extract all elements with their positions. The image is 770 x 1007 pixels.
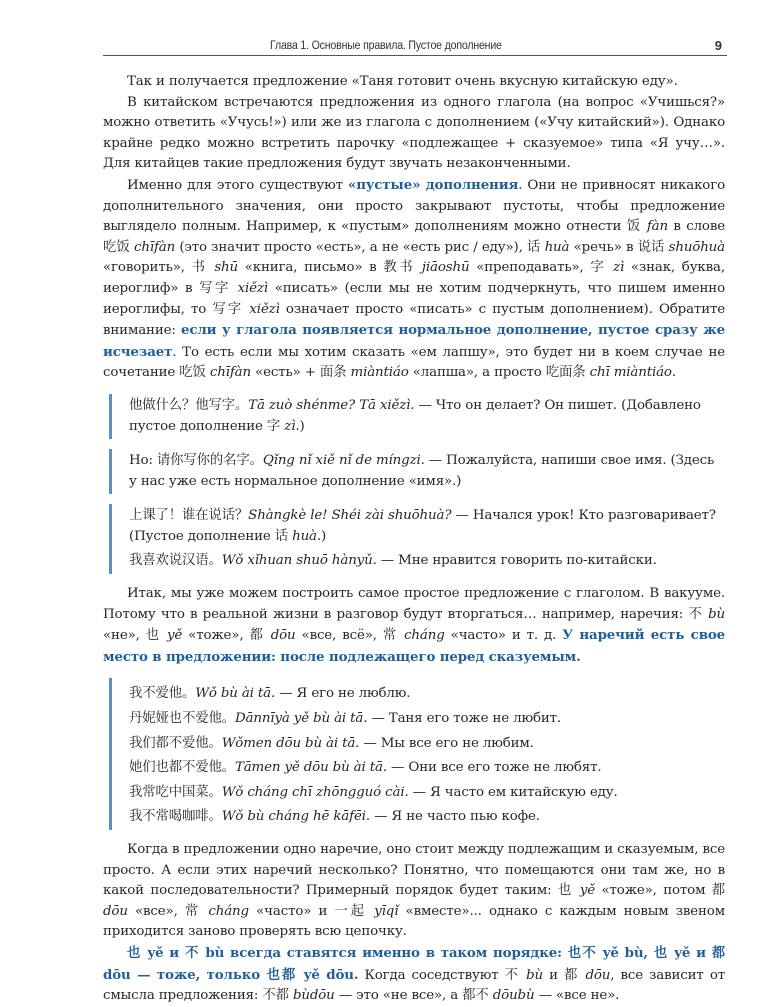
paragraph-2: В китайском встречаются предложения из одного глагола (на вопрос «Учишься?» можно ответить «Учусь!») или же из глагола с дополнением («Учу китайский»). Однако крайне редко можно встретить парочку «подлежащее + сказуемое» типа «Я учу…». Для китайцев такие предложения будут звучать незаконченными. [103, 94, 725, 172]
example-line: 上课了！谁在说话？Shàngkè le! Shéi zài shuōhuà? — Начался урок! Кто разговаривает? (Пустое дополнение 话 huà.) [129, 508, 716, 544]
example-block-1 [103, 394, 725, 439]
paragraph-3: Именно для этого существуют «пустые» дополнения. Они не привносят никакого дополнительного значения, они просто закрывают пустоты, чтобы предложение выглядело полным. Например, к «пустым» дополнениям можно отнести 饭 fàn в слове 吃饭 chīfàn (это значит просто «есть», а не «есть рис / еду»), 话 huà «речь» в 说话 shuōhuà «говорить», 书 shū «книга, письмо» в 教书 jiāoshū «преподавать», 字 zì «знак, буква, иероглиф» в 写字 xiězì «писать» (если мы не хотим подчеркнуть, что пишем именно иероглифы, то 写字 xiězì означает просто «писать» с пустым дополнением). Обратите внимание: если у глагола появляется нормальное дополнение, пустое сразу же исчезает. То есть если мы хотим сказать «ем лапшу», это будет ни в коем случае не сочетание 吃饭 chīfàn «есть» + 面条 miàntiáo «лапша», а просто 吃面条 chī miàntiáo. [103, 176, 726, 381]
page-body [103, 72, 725, 1007]
example-line: 丹妮娅也不爱他。Dānnīyà yě bù ài tā. — Таня его тоже не любит. [129, 711, 562, 727]
running-header [0, 0, 770, 62]
example-line: Но: 请你写你的名字。Qǐng nǐ xiě nǐ de míngzi. — Пожалуйста, напиши свое имя. (Здесь у нас уже есть нормальное дополнение «имя».) [129, 453, 715, 489]
highlight-rule: если у глагола появляется нормальное дополнение, пустое сразу же исчезает [103, 322, 725, 360]
example-block-3 [103, 504, 725, 574]
example-line: 我不常喝咖啡。Wǒ bù cháng hē kāfēi. — Я не часто пью кофе. [129, 809, 540, 825]
page-number: 9 [714, 38, 722, 53]
highlight-adverb-position: У наречий есть свое место в предложении: после подлежащего перед сказуемым. [103, 627, 725, 665]
paragraph-6: 也 yě и 不 bù всегда ставятся именно в таком порядке: 也不 yě bù, 也 yě и 都 dōu — тоже, только 也都 yě dōu. Когда соседствуют 不 bù и 都 dōu, все зависит от смысла предложения: 不都 bùdōu — это «не все», а 都不 dōubù — «все не». [103, 944, 725, 1004]
example-block-4 [103, 678, 725, 830]
highlight-empty-complements: «пустые» дополнения [347, 176, 519, 193]
paragraph-1: Так и получается предложение «Таня готовит очень вкусную китайскую еду». [127, 74, 678, 89]
highlight-order-rule: 也 yě и 不 bù всегда ставятся именно в таком порядке: 也不 yě bù, 也 yě и 都 dōu — тоже, только 也都 yě dōu. [103, 944, 725, 983]
chapter-title: Глава 1. Основные правила. Пустое дополнение [270, 40, 502, 52]
example-line: 她们也都不爱他。Tāmen yě dōu bù ài tā. — Они все его тоже не любят. [129, 760, 602, 776]
example-line: 他做什么？他写字。Tā zuò shénme? Tā xiězì. — Что он делает? Он пишет. (Добавлено пустое дополнение 字 zì.) [129, 397, 701, 434]
header-rule [103, 55, 727, 56]
example-line: 我不爱他。Wǒ bù ài tā. — Я его не люблю. [129, 686, 411, 702]
example-line: 我常吃中国菜。Wǒ cháng chī zhōngguó cài. — Я часто ем китайскую еду. [129, 784, 618, 800]
paragraph-4: Итак, мы уже можем построить самое простое предложение с глаголом. В вакууме. Потому что в реальной жизни в разговор будут вторгаться… например, наречия: 不 bù «не», 也 yě «тоже», 都 dōu «все, всё», 常 cháng «часто» и т. д. У наречий есть свое место в предложении: после подлежащего перед сказуемым. [103, 586, 725, 665]
example-block-2 [103, 449, 725, 494]
example-line: 我们都不爱他。Wǒmen dōu bù ài tā. — Мы все его не любим. [129, 735, 534, 751]
paragraph-5: Когда в предложении одно наречие, оно стоит между подлежащим и сказуемым, все просто. А если этих наречий несколько? Понятно, что помещаются они там же, но в какой последовательности? Примерный порядок будет таким: 也 yě «тоже», потом 都 dōu «все», 常 cháng «часто» и 一起 yīqǐ «вместе»... однако с каждым новым звеном приходится заново проверять всю цепочку. [103, 842, 725, 940]
example-line: 我喜欢说汉语。Wǒ xǐhuan shuō hànyǔ. — Мне нравится говорить по-китайски. [129, 553, 657, 569]
